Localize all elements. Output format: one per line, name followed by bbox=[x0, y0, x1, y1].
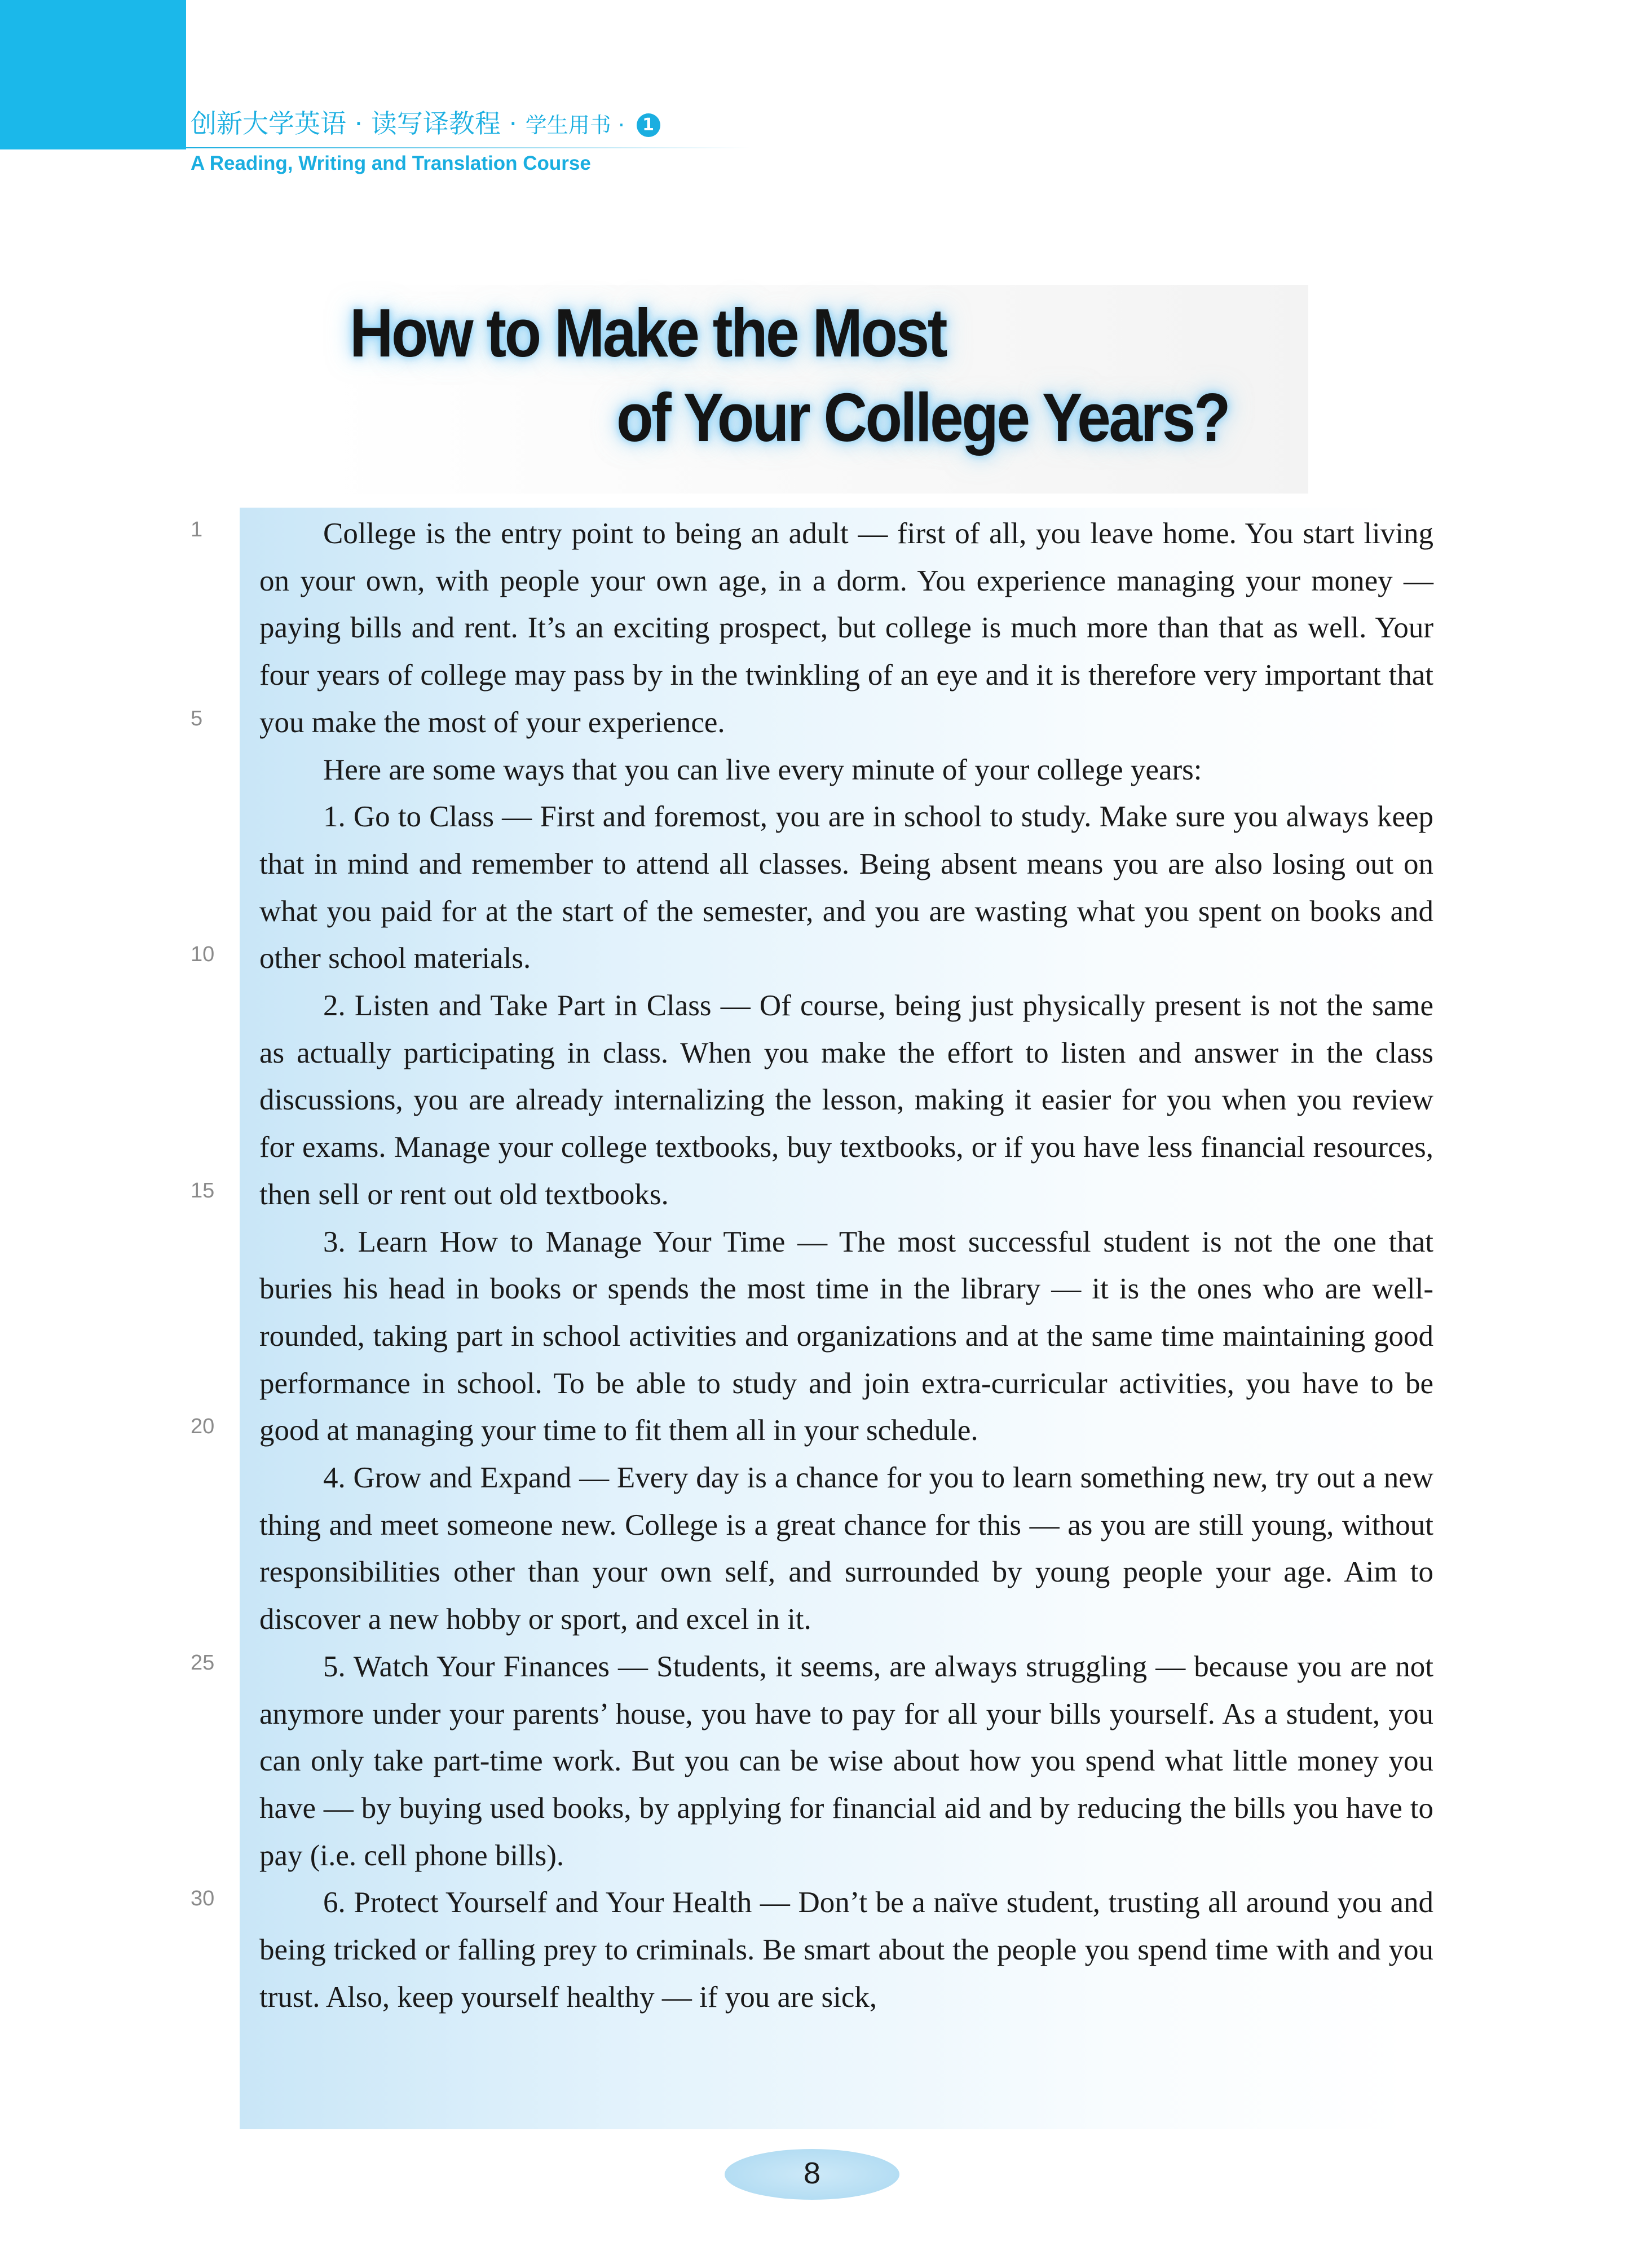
paragraph-grow-expand: 4. Grow and Expand — Every day is a chance for you to learn something new, try out a new thing and meet someone new. College is a great chance for this — as you are still young, without responsibilities other than your own self, and surrounded by young people your age. Aim to discover a new hobby or sport, and excel in it. bbox=[259, 1461, 1433, 1636]
volume-number-badge: 1 bbox=[637, 113, 660, 137]
paragraph-protect-yourself: 6. Protect Yourself and Your Health — Don’t be a naïve student, trusting all around you and being tricked or falling prey to criminals. Be smart about the people you spend time with and you trust. Also, keep yourself healthy — if you are sick, bbox=[259, 1886, 1433, 2014]
paragraph-manage-time: 3. Learn How to Manage Your Time — The most successful student is not the one that buries his head in books or spends the most time in the library — it is the ones who are well-rounded, taking part in school activities and organizations and at the same time maintaining good performance in school. To be able to study and join extra-curricular activities, you have to be good at managing your time to fit them all in your schedule. bbox=[259, 1225, 1433, 1447]
article-title-line-1: How to Make the Most bbox=[350, 294, 946, 371]
page-number: 8 bbox=[803, 2156, 821, 2190]
book-title-chinese bbox=[191, 108, 660, 139]
book-edition-label: 学生用书 · bbox=[525, 113, 625, 138]
paragraph-intro: College is the entry point to being an adult — first of all, you leave home. You start living on your own, with people your own age, in a dorm. You experience managing your money — paying bills and rent. It’s an exciting prospect, but college is much more than that as well. Your four years of college may pass by in the twinkling of an eye and it is therefore very important that you make the most of your experience. bbox=[259, 517, 1433, 739]
paragraph-listen-take-part: 2. Listen and Take Part in Class — Of course, being just physically present is not the same as actually participating in class. When you make the effort to listen and answer in the class discussions, you are already internalizing the lesson, making it easier for you when you review for exams. Manage your college textbooks, buy textbooks, or if you have less financial resources, then sell or rent out old textbooks. bbox=[259, 989, 1433, 1211]
article-body bbox=[259, 510, 1433, 2022]
book-title-english: A Reading, Writing and Translation Course bbox=[191, 152, 591, 174]
line-number: 25 bbox=[191, 1651, 215, 1675]
line-number: 1 bbox=[191, 518, 203, 541]
line-number: 15 bbox=[191, 1179, 215, 1203]
line-number: 5 bbox=[191, 707, 203, 730]
article-title-line-2: of Your College Years? bbox=[616, 379, 1229, 456]
paragraph-ways-intro: Here are some ways that you can live every minute of your college years: bbox=[323, 753, 1202, 786]
book-series-title: 创新大学英语 · 读写译教程 · bbox=[191, 108, 518, 139]
line-number: 30 bbox=[191, 1887, 215, 1910]
header-divider bbox=[186, 147, 750, 148]
paragraph-go-to-class: 1. Go to Class — First and foremost, you are in school to study. Make sure you always keep that in mind and remember to attend all classes. Being absent means you are also losing out on what you paid for at the start of the semester, and you are wasting what you spent on books and other school materials. bbox=[259, 800, 1433, 975]
line-number: 10 bbox=[191, 943, 215, 966]
line-number: 20 bbox=[191, 1415, 215, 1438]
corner-color-block bbox=[0, 0, 186, 149]
paragraph-watch-finances: 5. Watch Your Finances — Students, it seems, are always struggling — because you are not anymore under your parents’ house, you have to pay for all your bills yourself. As a student, you can only take part-time work. But you can be wise about how you spend what little money you have — by buying used books, by applying for financial aid and by reducing the bills you have to pay (i.e. cell phone bills). bbox=[259, 1650, 1433, 1872]
